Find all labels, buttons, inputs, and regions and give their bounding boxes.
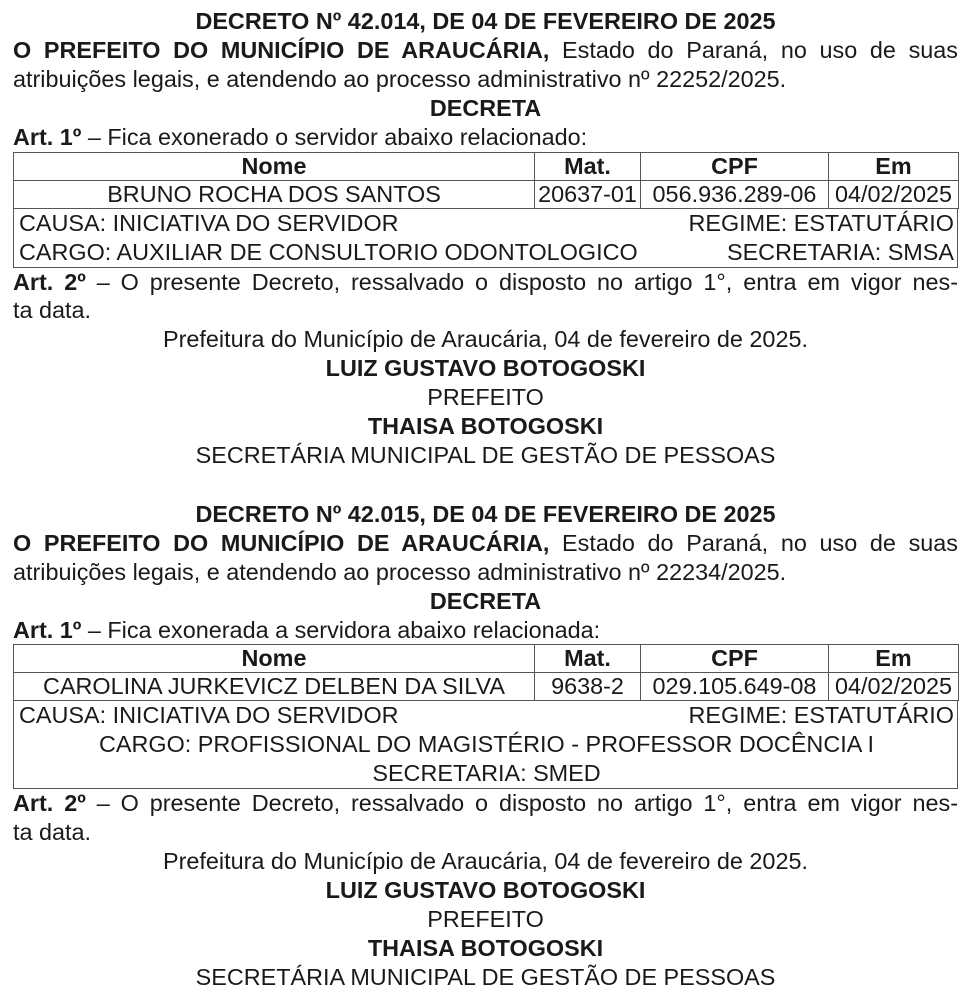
header-em: Em — [829, 645, 959, 673]
article-1 — [13, 616, 958, 645]
cell-em: 04/02/2025 — [829, 673, 959, 701]
decree-42015 — [13, 500, 958, 992]
place-date: Prefeitura do Município de Araucária, 04 de fevereiro de 2025. — [163, 848, 808, 875]
decree-title: DECRETO Nº 42.014, DE 04 DE FEVEREIRO DE 2025 — [195, 8, 776, 34]
cell-em: 04/02/2025 — [829, 180, 959, 208]
article-1-label: Art. 1º — [13, 616, 82, 643]
decree-intro-rest: Estado do Paraná, no uso de suas — [549, 36, 958, 63]
article-2-text: – O presente Decreto, ressalvado o disposto no artigo 1°, entra em vigor nes- — [85, 268, 958, 295]
decree-intro-bold: O PREFEITO DO MUNICÍPIO DE ARAUCÁRIA, — [13, 36, 550, 63]
causa-regime-row — [19, 209, 954, 238]
causa-text: CAUSA: INICIATIVA DO SERVIDOR — [19, 209, 399, 236]
article-2-line2: ta data. — [13, 819, 92, 846]
regime-text: REGIME: ESTATUTÁRIO — [688, 702, 954, 729]
cargo-text: CARGO: AUXILIAR DE CONSULTORIO ODONTOLOGICO — [19, 238, 638, 265]
servant-table — [13, 152, 959, 209]
article-1 — [13, 123, 958, 152]
table-header-row — [14, 152, 959, 180]
article-1-label: Art. 1º — [13, 123, 82, 150]
decree-intro-line2: atribuições legais, e atendendo ao processo administrativo nº 22234/2025. — [13, 558, 787, 585]
header-em: Em — [829, 152, 959, 180]
table-row — [14, 180, 959, 208]
regime-text: REGIME: ESTATUTÁRIO — [688, 209, 954, 236]
header-nome: Nome — [14, 152, 535, 180]
decree-intro-line1 — [13, 36, 958, 65]
signer-secretary-name: THAISA BOTOGOSKI — [367, 413, 604, 440]
article-2-text: – O presente Decreto, ressalvado o disposto no artigo 1°, entra em vigor nes- — [85, 790, 958, 817]
place-date: Prefeitura do Município de Araucária, 04 de fevereiro de 2025. — [163, 326, 808, 353]
signer-mayor-name: LUIZ GUSTAVO BOTOGOSKI — [325, 355, 646, 382]
article-1-text: – Fica exonerada a servidora abaixo relacionada: — [81, 616, 601, 643]
signer-mayor-name: LUIZ GUSTAVO BOTOGOSKI — [325, 877, 646, 904]
header-cpf: CPF — [641, 645, 829, 673]
article-1-text: – Fica exonerado o servidor abaixo relacionado: — [81, 123, 588, 150]
header-cpf: CPF — [641, 152, 829, 180]
signer-secretary-role: SECRETÁRIA MUNICIPAL DE GESTÃO DE PESSOAS — [195, 963, 776, 990]
signer-secretary-name: THAISA BOTOGOSKI — [367, 934, 604, 961]
decree-intro-bold: O PREFEITO DO MUNICÍPIO DE ARAUCÁRIA, — [13, 529, 550, 556]
cell-mat: 20637-01 — [535, 180, 641, 208]
decree-intro-line1 — [13, 529, 958, 558]
secretaria-text: SECRETARIA: SMED — [372, 760, 601, 787]
servant-table — [13, 644, 959, 701]
cell-cpf: 029.105.649-08 — [641, 673, 829, 701]
header-mat: Mat. — [535, 152, 641, 180]
article-2-line2: ta data. — [13, 297, 92, 324]
decree-intro-rest: Estado do Paraná, no uso de suas — [549, 529, 958, 556]
cell-nome: CAROLINA JURKEVICZ DELBEN DA SILVA — [14, 673, 535, 701]
causa-text: CAUSA: INICIATIVA DO SERVIDOR — [19, 702, 399, 729]
cargo-text: CARGO: PROFISSIONAL DO MAGISTÉRIO - PROFESSOR DOCÊNCIA I — [98, 731, 875, 758]
decree-42014 — [13, 7, 958, 470]
cell-nome: BRUNO ROCHA DOS SANTOS — [14, 180, 535, 208]
secretaria-text: SECRETARIA: SMSA — [726, 238, 954, 265]
article-2-label: Art. 2º — [13, 268, 86, 295]
signer-mayor-role: PREFEITO — [427, 384, 544, 411]
article-2-line1 — [13, 789, 958, 818]
causa-regime-row — [19, 701, 954, 730]
decree-title: DECRETO Nº 42.015, DE 04 DE FEVEREIRO DE 2025 — [195, 500, 776, 527]
cargo-secretaria-row — [19, 238, 954, 267]
cell-mat: 9638-2 — [535, 673, 641, 701]
signer-mayor-role: PREFEITO — [427, 906, 544, 933]
article-2-line1 — [13, 268, 958, 297]
document-page — [13, 7, 958, 992]
decreta-heading: DECRETA — [429, 94, 542, 121]
servant-info-box — [13, 701, 958, 789]
servant-info-box — [13, 209, 958, 268]
table-header-row — [14, 645, 959, 673]
cell-cpf: 056.936.289-06 — [641, 180, 829, 208]
decree-intro-line2: atribuições legais, e atendendo ao processo administrativo nº 22252/2025. — [13, 65, 787, 92]
header-mat: Mat. — [535, 645, 641, 673]
decreta-heading: DECRETA — [429, 587, 542, 614]
signer-secretary-role: SECRETÁRIA MUNICIPAL DE GESTÃO DE PESSOAS — [195, 441, 776, 468]
table-row — [14, 673, 959, 701]
article-2-label: Art. 2º — [13, 790, 86, 817]
header-nome: Nome — [14, 645, 535, 673]
